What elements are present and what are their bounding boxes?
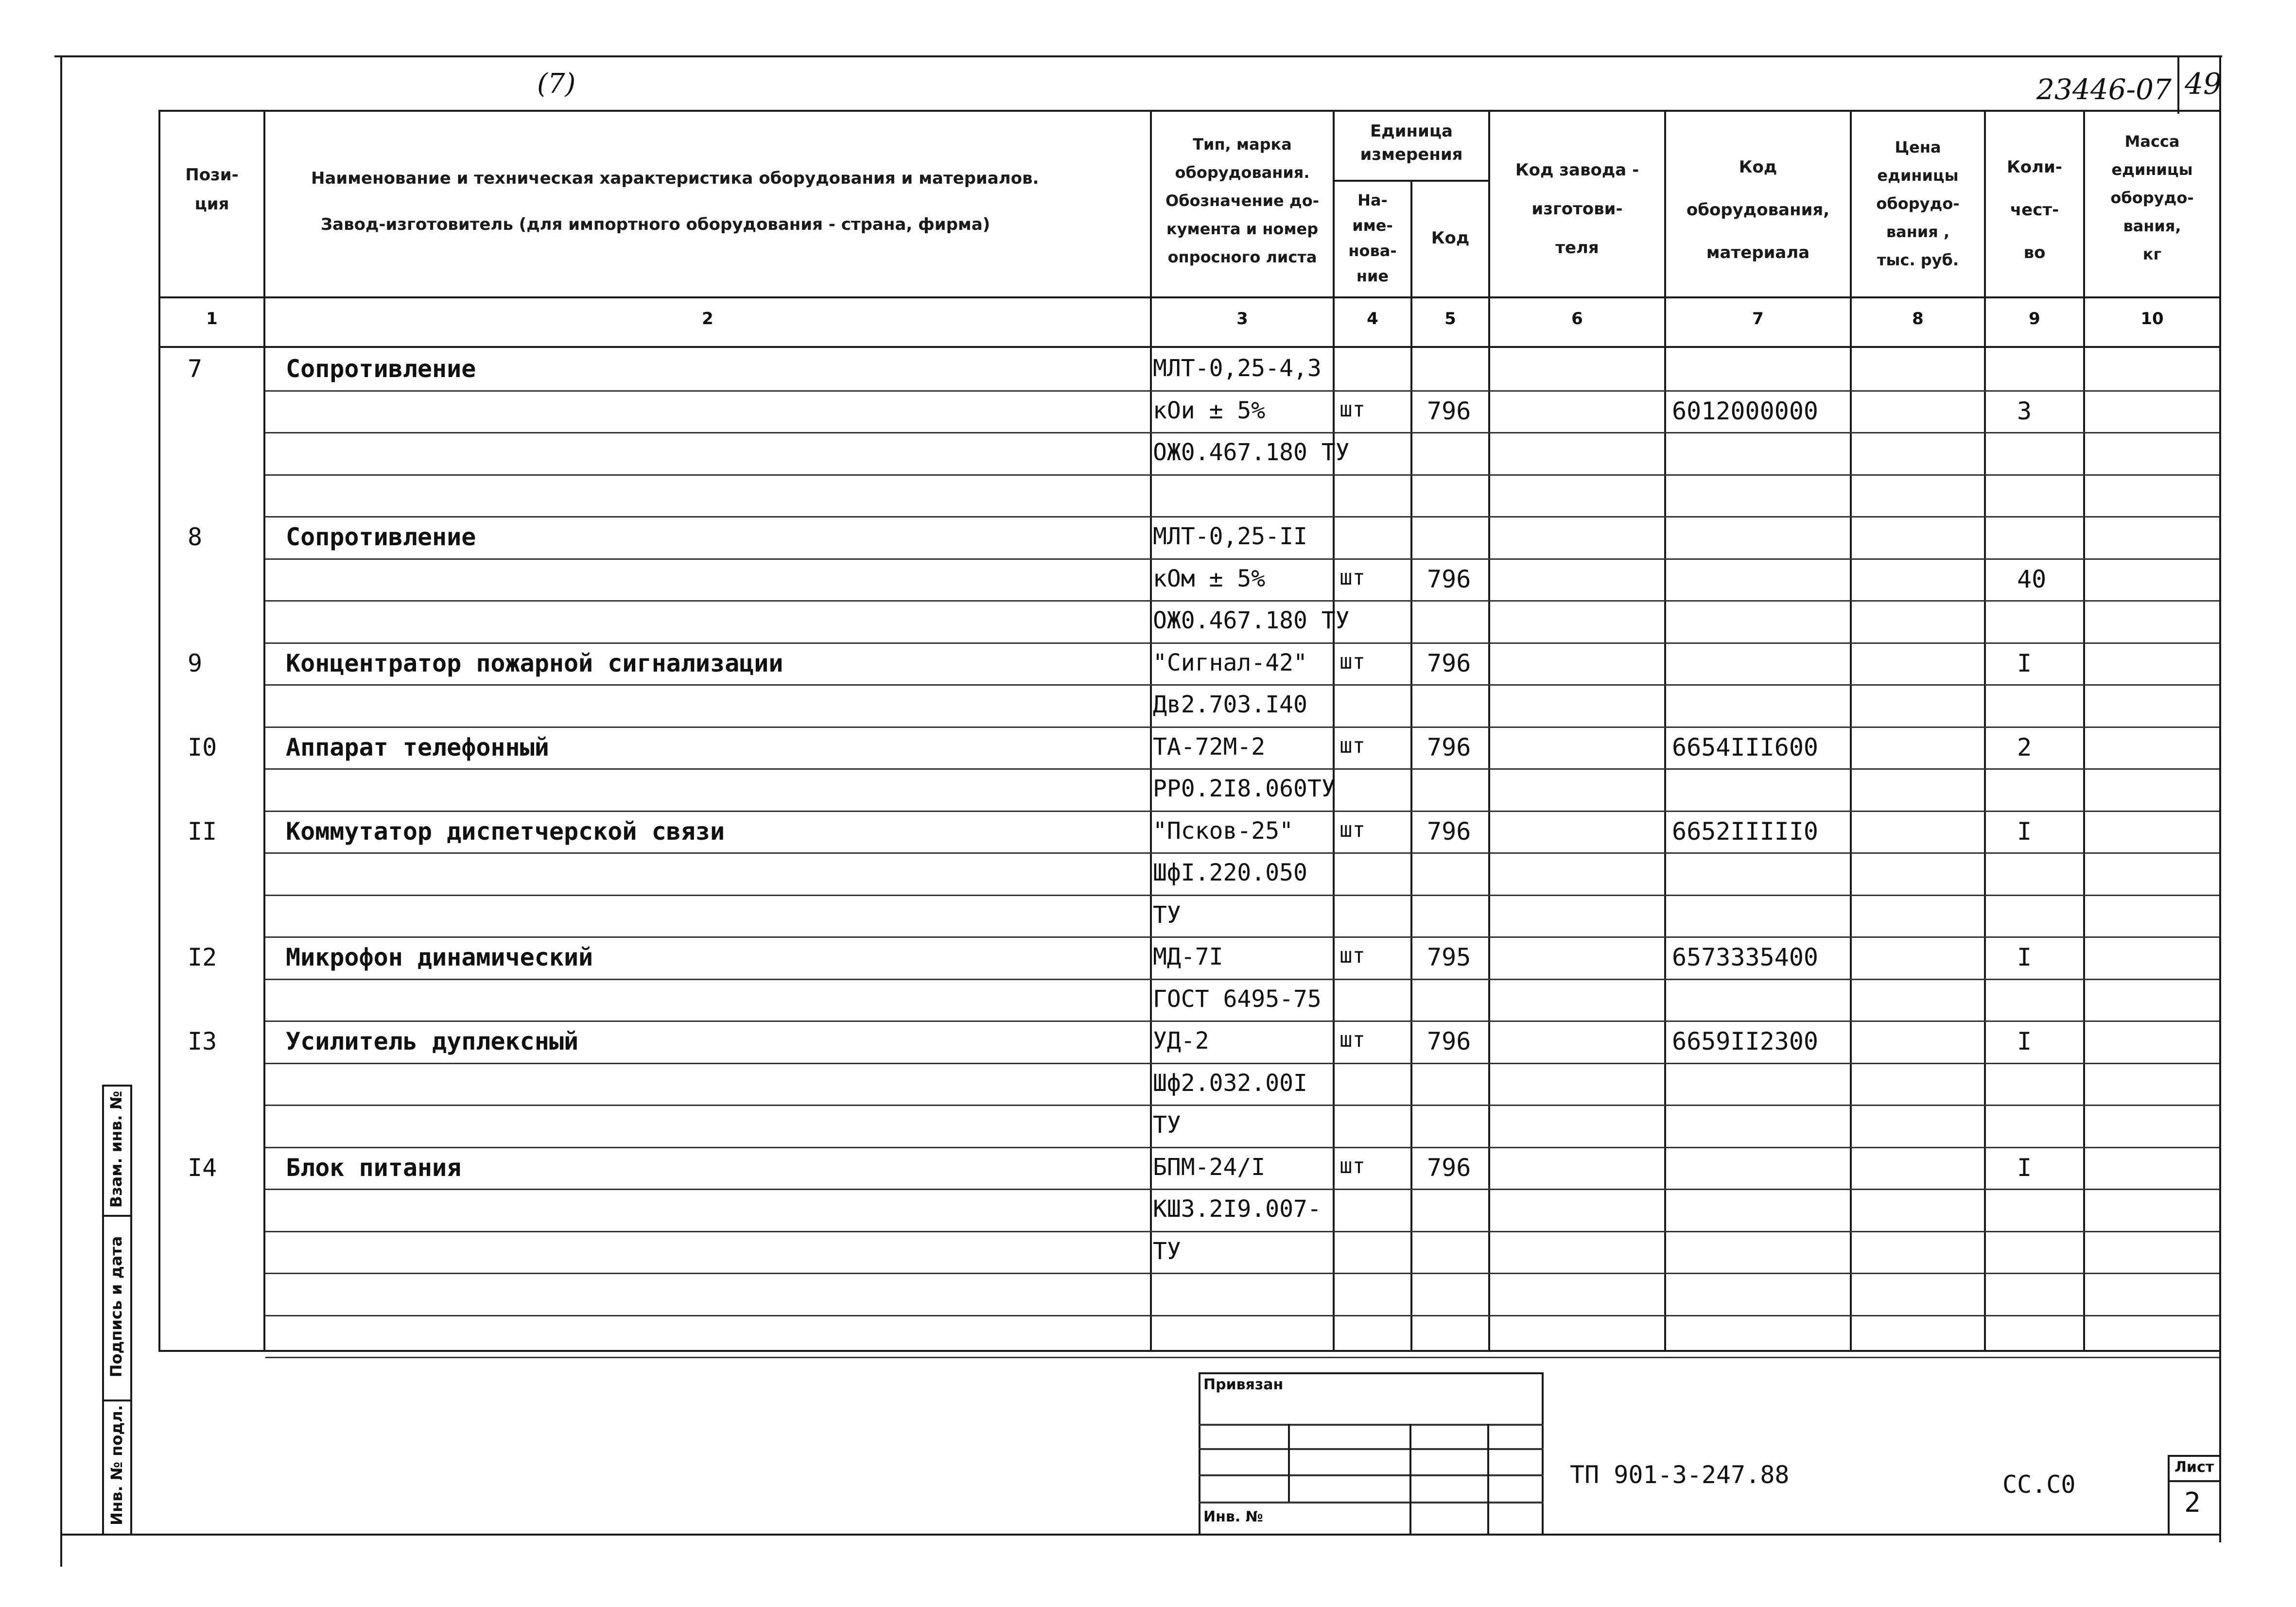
unit-group-title-line: измерения [1360, 145, 1463, 164]
row-pos: I2 [188, 943, 217, 971]
row-code: 796 [1427, 565, 1471, 593]
row-name: Усилитель дуплексный [286, 1027, 579, 1055]
row-eqcode: 6654III600 [1672, 733, 1819, 761]
tb-doc-code: ТП 901-3-247.88 [1570, 1461, 1790, 1489]
header-bottom-line [158, 296, 2219, 298]
col7-title-line: материала [1706, 243, 1810, 262]
row-pos: II [188, 817, 217, 846]
row-type: ТУ [1153, 1237, 1181, 1265]
row-type: РР0.2I8.060ТУ [1153, 775, 1336, 802]
tb-top [1199, 1372, 1544, 1374]
row-qty: 40 [2017, 565, 2047, 593]
tb-col-3 [1487, 1424, 1489, 1535]
col8-title-line: вания , [1886, 223, 1950, 241]
row-line [265, 1273, 2219, 1274]
col3-title-line: кумента и номер [1166, 220, 1319, 238]
col8-title-line: единицы [1877, 166, 1959, 185]
row-pos: 7 [188, 355, 203, 383]
row-line [265, 432, 2219, 433]
frame-top [54, 55, 2222, 57]
col3-title-line: оборудования. [1175, 163, 1310, 182]
tb-list-number: 2 [2184, 1487, 2201, 1519]
row-code: 796 [1427, 1027, 1471, 1055]
row-code: 796 [1427, 397, 1471, 425]
row-pos: 9 [188, 649, 203, 677]
sheet-marker: (7) [537, 68, 576, 100]
row-pos: I0 [188, 733, 217, 761]
colnum-10: 10 [2140, 309, 2164, 328]
col4-title-line: име- [1352, 216, 1393, 235]
tb-row-3 [1199, 1474, 1544, 1476]
doc-number: 23446-07 [2036, 73, 2172, 106]
row-line [265, 1063, 2219, 1064]
row-type: МЛТ-0,25-II [1153, 523, 1307, 550]
tb-col-2 [1409, 1424, 1411, 1535]
row-name: Коммутатор диспетчерской связи [286, 817, 725, 846]
row-line [265, 1020, 2219, 1022]
row-qty: I [2017, 1027, 2032, 1055]
col-line-2 [1150, 110, 1152, 1351]
row-unit: шт [1339, 943, 1365, 968]
col7-title-line: Код [1739, 157, 1777, 177]
row-type: МЛТ-0,25-4,3 [1153, 355, 1322, 382]
row-qty: 3 [2017, 397, 2032, 425]
colnum-9: 9 [2029, 309, 2040, 328]
col3-title-line: Тип, марка [1193, 135, 1292, 154]
col4-title [1335, 188, 1410, 289]
row-type: ШфI.220.050 [1153, 859, 1307, 886]
row-pos: I3 [188, 1027, 217, 1055]
page-number: 49 [2185, 67, 2222, 101]
tb-list-left [2168, 1455, 2170, 1534]
row-line [265, 684, 2219, 686]
row-qty: I [2017, 649, 2032, 677]
col-line-7 [1850, 110, 1852, 1351]
col9-title-line: во [2023, 243, 2046, 262]
col6-title [1490, 151, 1664, 267]
row-line [265, 642, 2219, 644]
tb-row-1 [1199, 1424, 1544, 1426]
table-top-line [158, 110, 2219, 112]
frame-right [2219, 55, 2221, 1542]
row-code: 796 [1427, 733, 1471, 761]
row-type: ТА-72М-2 [1153, 733, 1266, 760]
col10-title-line: вания, [2123, 217, 2181, 235]
tb-list-mid [2168, 1480, 2220, 1482]
row-type: кОи ± 5% [1153, 397, 1266, 424]
row-code: 795 [1427, 943, 1471, 971]
row-line [265, 936, 2219, 938]
col-line-0 [158, 110, 160, 1351]
row-eqcode: 6012000000 [1672, 397, 1819, 425]
colnum-4: 4 [1367, 309, 1378, 328]
row-line [265, 1315, 2219, 1316]
row-unit: шт [1339, 733, 1365, 758]
row-line [265, 811, 2219, 812]
frame-bottom [60, 1534, 2221, 1536]
row-name: Аппарат телефонный [286, 733, 549, 761]
tb-inv: Инв. № [1203, 1508, 1263, 1525]
row-line [265, 1357, 2219, 1358]
row-code: 796 [1427, 817, 1471, 846]
row-name: Сопротивление [286, 355, 476, 383]
col4-title-line: ние [1356, 267, 1389, 285]
row-eqcode: 6659II2300 [1672, 1027, 1819, 1055]
page-number-divider [2177, 55, 2179, 114]
col-line-9 [2083, 110, 2085, 1351]
row-name: Микрофон динамический [286, 943, 593, 971]
side-stamp-left [102, 1085, 104, 1534]
col5-title [1412, 224, 1488, 253]
row-qty: I [2017, 817, 2032, 846]
frame-left [60, 55, 62, 1567]
tb-privyazan: Привязан [1203, 1376, 1284, 1393]
row-line [265, 1231, 2219, 1232]
col3-title [1153, 130, 1332, 271]
row-type: кОм ± 5% [1153, 565, 1266, 592]
col7-title-line: оборудования, [1686, 200, 1830, 220]
row-type: ТУ [1153, 1111, 1181, 1139]
row-code: 796 [1427, 1153, 1471, 1182]
row-line [265, 1189, 2219, 1190]
row-type: ГОСТ 6495-75 [1153, 985, 1322, 1013]
row-type: Шф2.032.00I [1153, 1069, 1307, 1097]
col8-title [1852, 133, 1984, 274]
col4-title-line: нова- [1348, 242, 1397, 260]
row-line [265, 474, 2219, 476]
col2-title-line: Наименование и техническая характеристика оборудования и материалов. [311, 169, 1039, 188]
table-bottom-line [158, 1350, 2219, 1352]
row-unit: шт [1339, 397, 1365, 422]
row-type: "Сигнал-42" [1153, 649, 1307, 676]
col9-title-line: Коли- [2007, 157, 2062, 177]
row-type: ТУ [1153, 901, 1181, 929]
row-line [265, 1105, 2219, 1106]
row-unit: шт [1339, 1027, 1365, 1052]
colnum-3: 3 [1236, 309, 1248, 328]
col1-title-line: Пози- [185, 165, 239, 185]
side-stamp-sign: Подпись и дата [107, 1236, 125, 1378]
row-name: Блок питания [286, 1153, 462, 1182]
colnum-bottom-line [158, 346, 2219, 348]
colnum-6: 6 [1571, 309, 1583, 328]
row-type: КШ3.2I9.007- [1153, 1195, 1322, 1223]
tb-row-4 [1199, 1502, 1544, 1503]
col6-title-line: теля [1555, 238, 1599, 258]
row-line [265, 390, 2219, 392]
col7-title [1666, 146, 1850, 274]
row-line [265, 768, 2219, 770]
col3-title-line: опросного листа [1167, 248, 1317, 266]
col-line-6 [1664, 110, 1666, 1351]
col8-title-line: тыс. руб. [1877, 251, 1959, 269]
row-line [265, 516, 2219, 518]
col1-title-line: ция [194, 194, 229, 214]
col-line-8 [1984, 110, 1986, 1351]
row-type: БПМ-24/I [1153, 1153, 1266, 1181]
row-line [265, 1147, 2219, 1148]
row-line [265, 600, 2219, 602]
col-line-3 [1333, 110, 1335, 1351]
tb-list-label: Лист [2174, 1459, 2214, 1476]
row-pos: 8 [188, 523, 203, 551]
tb-left [1199, 1372, 1200, 1535]
row-type: ОЖ0.467.180 ТУ [1153, 607, 1350, 634]
row-unit: шт [1339, 817, 1365, 842]
col4-title-line: На- [1357, 191, 1388, 209]
col-line-4 [1410, 180, 1412, 1351]
col10-title [2085, 127, 2219, 268]
col6-title-line: Код завода - [1515, 160, 1639, 180]
colnum-5: 5 [1444, 309, 1456, 328]
row-line [265, 895, 2219, 896]
row-type: МД-7I [1153, 943, 1223, 970]
tb-right [1542, 1372, 1544, 1535]
row-unit: шт [1339, 649, 1365, 674]
unit-group-title [1335, 120, 1488, 166]
col10-title-line: Масса [2124, 132, 2180, 151]
row-name: Сопротивление [286, 523, 476, 551]
side-stamp-vzam: Взам. инв. № [107, 1090, 125, 1208]
row-type: "Псков-25" [1153, 817, 1293, 845]
tb-row-2 [1199, 1448, 1544, 1450]
side-stamp-right [130, 1085, 132, 1534]
colnum-2: 2 [702, 309, 713, 328]
tb-list-top [2168, 1455, 2220, 1457]
colnum-7: 7 [1752, 309, 1764, 328]
row-qty: 2 [2017, 733, 2032, 761]
col9-title [1986, 146, 2083, 274]
col10-title-line: единицы [2111, 160, 2193, 179]
row-line [265, 852, 2219, 854]
col2-title-line: Завод-изготовитель (для импортного оборудования - страна, фирма) [321, 215, 991, 234]
row-eqcode: 6573335400 [1672, 943, 1819, 971]
unit-group-title-line: Единица [1370, 121, 1453, 141]
colnum-8: 8 [1912, 309, 1924, 328]
col10-title-line: кг [2142, 245, 2162, 263]
row-qty: I [2017, 1153, 2032, 1182]
col1-title [160, 160, 263, 219]
row-type: Дв2.703.I40 [1153, 691, 1307, 718]
row-code: 796 [1427, 649, 1471, 677]
colnum-1: 1 [206, 309, 218, 328]
row-name: Концентратор пожарной сигнализации [286, 649, 783, 677]
col8-title-line: оборудо- [1876, 194, 1960, 213]
row-type: УД-2 [1153, 1027, 1209, 1054]
tb-col-1 [1288, 1424, 1290, 1502]
col-line-1 [263, 110, 265, 1351]
tb-sheet-code: СС.С0 [2002, 1470, 2076, 1499]
col2-title [272, 156, 1050, 248]
row-pos: I4 [188, 1153, 217, 1182]
row-line [265, 558, 2219, 560]
row-eqcode: 6652IIIII0 [1672, 817, 1819, 846]
row-line [265, 979, 2219, 980]
col3-title-line: Обозначение до- [1165, 191, 1319, 210]
col9-title-line: чест- [2010, 200, 2059, 220]
col5-title-line: Код [1431, 228, 1470, 248]
col6-title-line: изготови- [1531, 199, 1623, 219]
col10-title-line: оборудо- [2110, 189, 2194, 207]
col8-title-line: Цена [1895, 138, 1941, 156]
row-qty: I [2017, 943, 2032, 971]
row-unit: шт [1339, 1153, 1365, 1178]
col-line-5 [1488, 110, 1490, 1351]
side-stamp-inv: Инв. № подл. [107, 1405, 126, 1525]
row-unit: шт [1339, 565, 1365, 590]
row-type: ОЖ0.467.180 ТУ [1153, 439, 1350, 466]
row-line [265, 726, 2219, 728]
